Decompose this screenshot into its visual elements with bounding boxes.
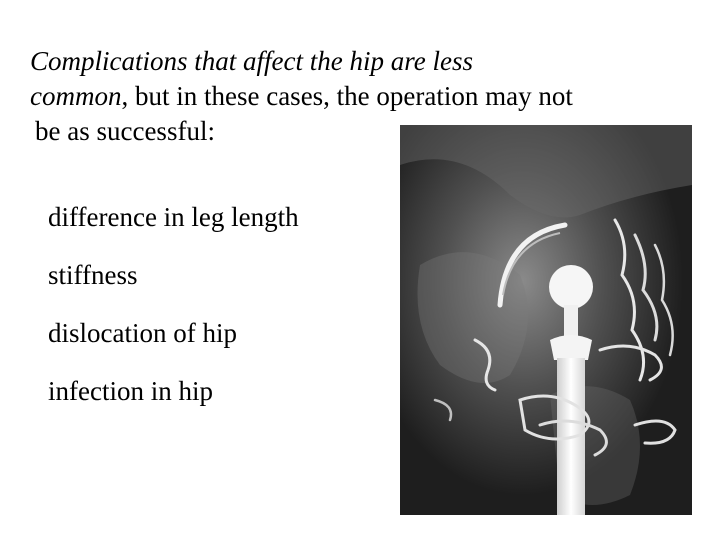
list-item: dislocation of hip: [48, 318, 237, 348]
prosthetic-collar: [550, 335, 592, 360]
heading-emphasis-2: common: [30, 81, 122, 111]
heading-text-2: , but in these cases, the operation may not: [121, 81, 573, 111]
heading-line-3: be as successful:: [35, 116, 215, 146]
heading-emphasis-1: Complications that affect the hip are less: [30, 46, 473, 76]
list-item: infection in hip: [48, 376, 213, 406]
prosthetic-femoral-head: [549, 265, 593, 309]
hip-xray-image: [400, 125, 692, 515]
list-item: stiffness: [48, 260, 138, 290]
heading-line-2: [30, 79, 700, 114]
heading-line-1: [30, 44, 700, 79]
list-item: difference in leg length: [48, 202, 299, 232]
complication-list: [48, 194, 299, 426]
